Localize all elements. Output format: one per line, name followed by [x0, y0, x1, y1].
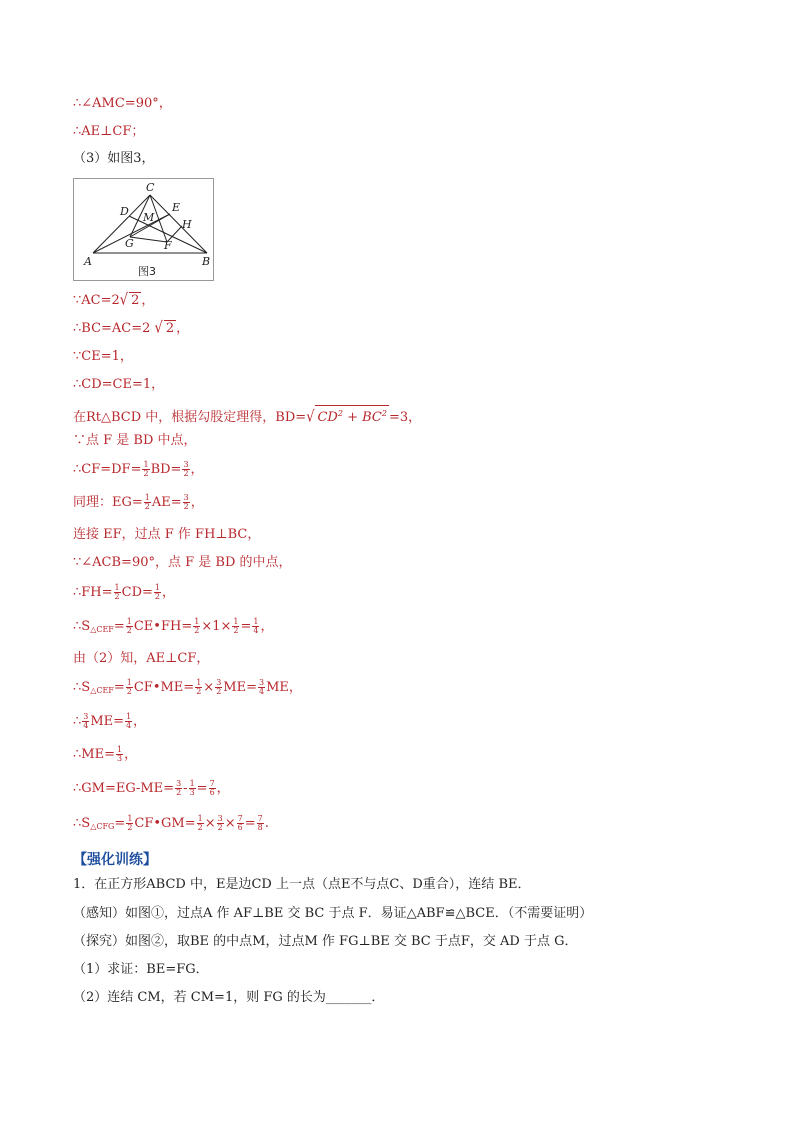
step-ac-value: ∵AC=2√ 2 ， [73, 291, 155, 310]
problem-explore: （探究）如图②，取BE 的中点M，过点M 作 FG⊥BE 交 BC 于点F，交 AD 于点 G． [73, 934, 578, 949]
step-angle-acb: ∵∠ACB=90°，点 F 是 BD 的中点， [73, 555, 292, 570]
step-me-equation: ∴ $\frac{3}{4}$ ME= $\frac{1}{4}$ ， [73, 712, 147, 730]
problem-statement: 1．在正方形ABCD 中，E是边CD 上一点（点E不与点C、D重合），连结 BE． [73, 877, 531, 892]
label-c: C [146, 181, 155, 194]
step-connect-ef: 连接 EF，过点 F 作 FH⊥BC， [73, 527, 261, 542]
section-title: 【强化训练】 [73, 852, 157, 868]
label-a: A [84, 255, 92, 268]
step-eg: 同理：EG= $\frac{1}{2}$ AE= $\frac{3}{2}$ ， [73, 493, 204, 511]
step-cf-df: ∴CF=DF= $\frac{1}{2}$ BD= $\frac{3}{2}$ ， [73, 460, 204, 478]
step-f-midpoint: ∵点 F 是 BD 中点， [73, 433, 197, 448]
step-me-value: ∴ME= $\frac{1}{3}$ ， [73, 745, 138, 763]
label-g: G [125, 237, 134, 250]
label-d: D [120, 205, 129, 218]
step-bc-value: ∴BC=AC=2 √ 2 ， [73, 319, 190, 338]
step-cd-value: ∴CD=CE=1， [73, 377, 165, 392]
step-from-part2: 由（2）知，AE⊥CF， [73, 651, 210, 666]
problem-part2: （2）连结 CM，若 CM=1，则 FG 的长为_______． [73, 990, 385, 1005]
step-area-cef-1: $\therefore S_{\triangle CEF}=$ $\frac{1}{2}$ CE•FH= $\frac{1}{2}$ ×1× $\frac{1}{2}$ = $\frac{1}{4}$ ， [73, 617, 274, 635]
label-e: E [172, 201, 181, 214]
step-ce-value: ∵CE=1， [73, 349, 133, 364]
problem-perceive: （感知）如图①，过点A 作 AF⊥BE 交 BC 于点 F．易证△ABF≌△BCE．（不需要证明） [73, 906, 593, 921]
step-area-cfg: $\therefore S_{\triangle CFG}=$ $\frac{1}{2}$ CF•GM= $\frac{1}{2}$ × $\frac{3}{2}$ × $\frac{7}{6}$ = $\frac{7}{8}$ . [73, 814, 269, 832]
step-gm: ∴GM=EG-ME= $\frac{3}{2}$ - $\frac{1}{3}$ = $\frac{7}{6}$ ， [73, 779, 230, 797]
step-angle-amc: ∴∠AMC=90°， [73, 96, 172, 111]
part3-heading: （3）如图3， [73, 151, 155, 166]
label-m: M [143, 211, 155, 224]
label-f: F [164, 239, 172, 252]
problem-part1: （1）求证：BE=FG． [73, 962, 209, 977]
step-bd-pythagoras: 在Rt△BCD 中，根据勾股定理得，BD=√ $CD^2 + BC^2 =3$， [73, 405, 421, 426]
figure-3 [73, 178, 214, 281]
step-ae-perp-cf: ∴AE⊥CF； [73, 124, 145, 139]
triangle-diagram [74, 179, 215, 282]
step-fh: ∴FH= $\frac{1}{2}$ CD= $\frac{1}{2}$ ， [73, 583, 175, 601]
label-h: H [182, 218, 192, 231]
figure-caption: 图3 [138, 265, 156, 278]
label-b: B [202, 255, 211, 268]
step-area-cef-2: $\therefore S_{\triangle CEF}=$ $\frac{1}{2}$ CF•ME= $\frac{1}{2}$ × $\frac{3}{2}$ ME= $\frac{3}{4}$ ME， [73, 678, 302, 696]
